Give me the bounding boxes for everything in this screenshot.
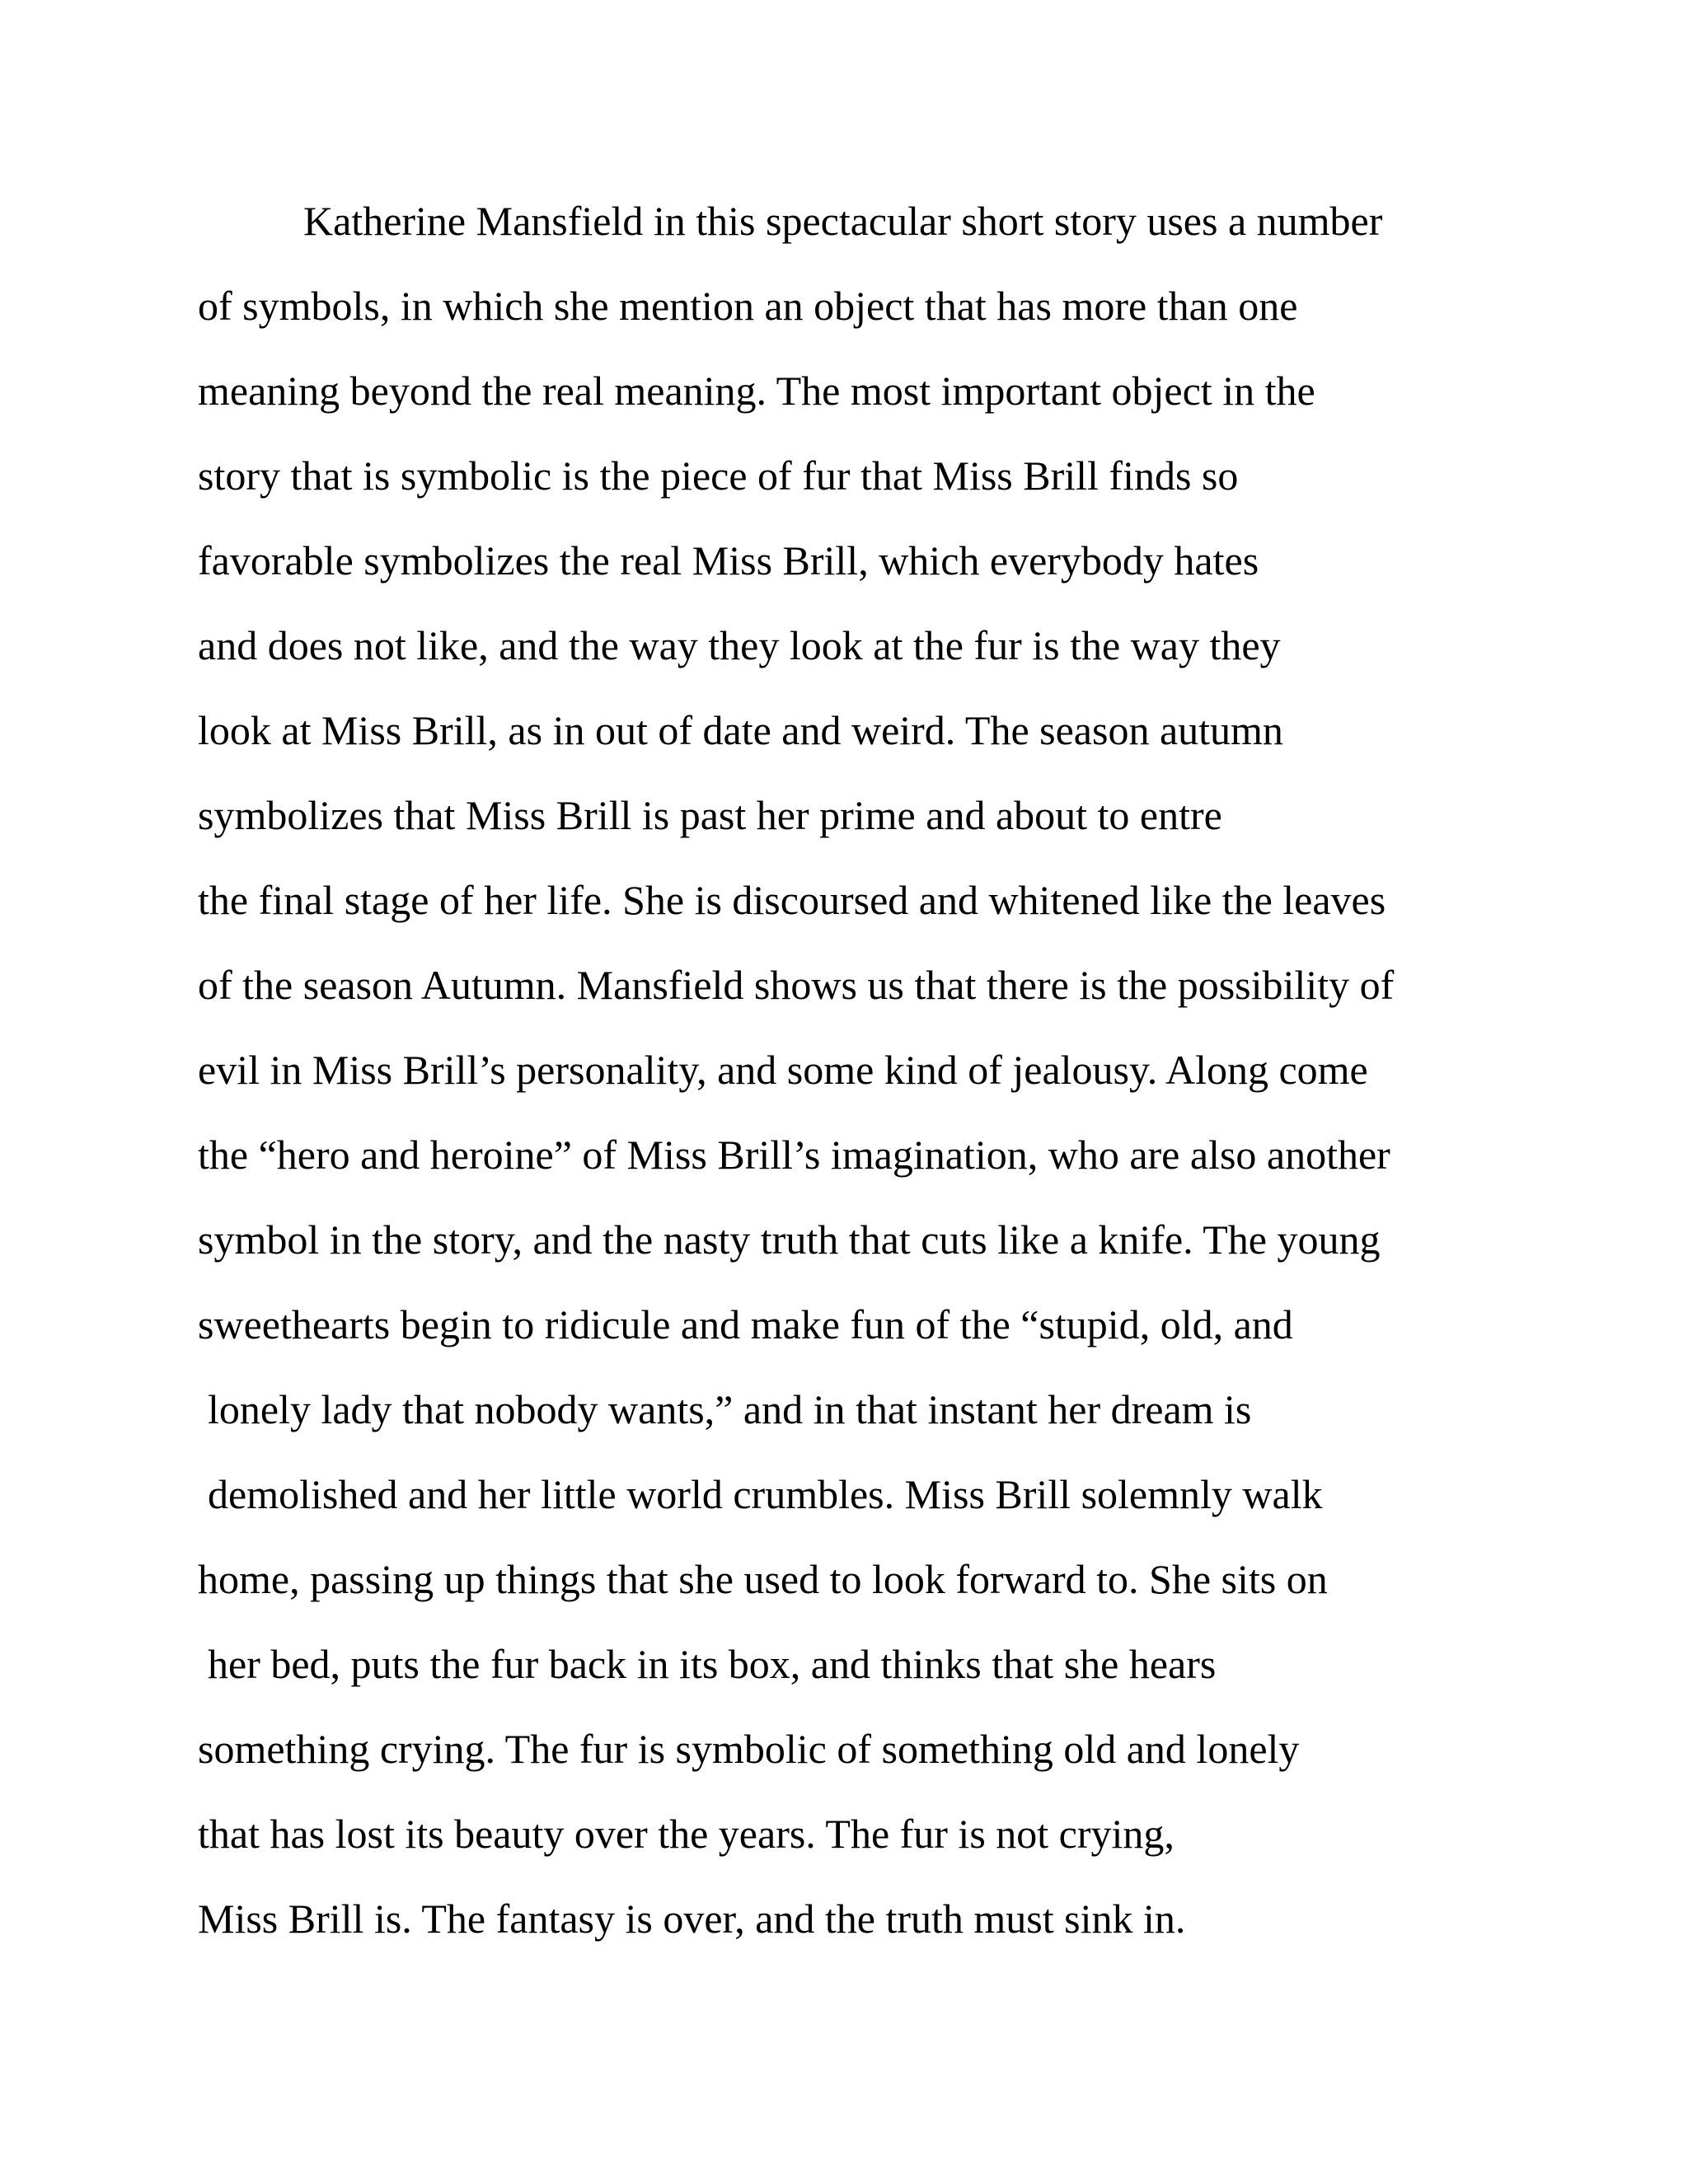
text-line: lonely lady that nobody wants,” and in that instant her dream is bbox=[208, 1386, 1252, 1432]
text-line: of the season Autumn. Mansfield shows us that there is the possibility of bbox=[198, 962, 1395, 1008]
text-line: Miss Brill is. The fantasy is over, and the truth must sink in. bbox=[198, 1896, 1186, 1942]
text-line: sweethearts begin to ridicule and make fun of the “stupid, old, and bbox=[198, 1301, 1293, 1347]
text-line: symbol in the story, and the nasty truth that cuts like a knife. The young bbox=[198, 1216, 1381, 1263]
text-line: evil in Miss Brill’s personality, and some kind of jealousy. Along come bbox=[198, 1047, 1368, 1093]
text-line: something crying. The fur is symbolic of something old and lonely bbox=[198, 1726, 1300, 1772]
text-line: favorable symbolizes the real Miss Brill, which everybody hates bbox=[198, 537, 1259, 583]
text-line: and does not like, and the way they look at the fur is the way they bbox=[198, 622, 1281, 668]
text-line: symbolizes that Miss Brill is past her prime and about to entre bbox=[198, 792, 1222, 838]
text-line: her bed, puts the fur back in its box, and thinks that she hears bbox=[208, 1641, 1217, 1687]
text-line: that has lost its beauty over the years. The fur is not crying, bbox=[198, 1811, 1175, 1857]
text-line: Katherine Mansfield in this spectacular short story uses a number bbox=[303, 198, 1383, 244]
text-line: meaning beyond the real meaning. The most important object in the bbox=[198, 368, 1315, 414]
text-line: home, passing up things that she used to look forward to. She sits on bbox=[198, 1556, 1328, 1602]
text-line: story that is symbolic is the piece of fur that Miss Brill finds so bbox=[198, 452, 1239, 499]
text-line: the final stage of her life. She is discoursed and whitened like the leaves bbox=[198, 877, 1386, 923]
text-line: look at Miss Brill, as in out of date and weird. The season autumn bbox=[198, 707, 1283, 753]
text-line: the “hero and heroine” of Miss Brill’s imagination, who are also another bbox=[198, 1132, 1390, 1178]
text-line: demolished and her little world crumbles. Miss Brill solemnly walk bbox=[208, 1471, 1323, 1517]
text-line: of symbols, in which she mention an object that has more than one bbox=[198, 283, 1298, 329]
